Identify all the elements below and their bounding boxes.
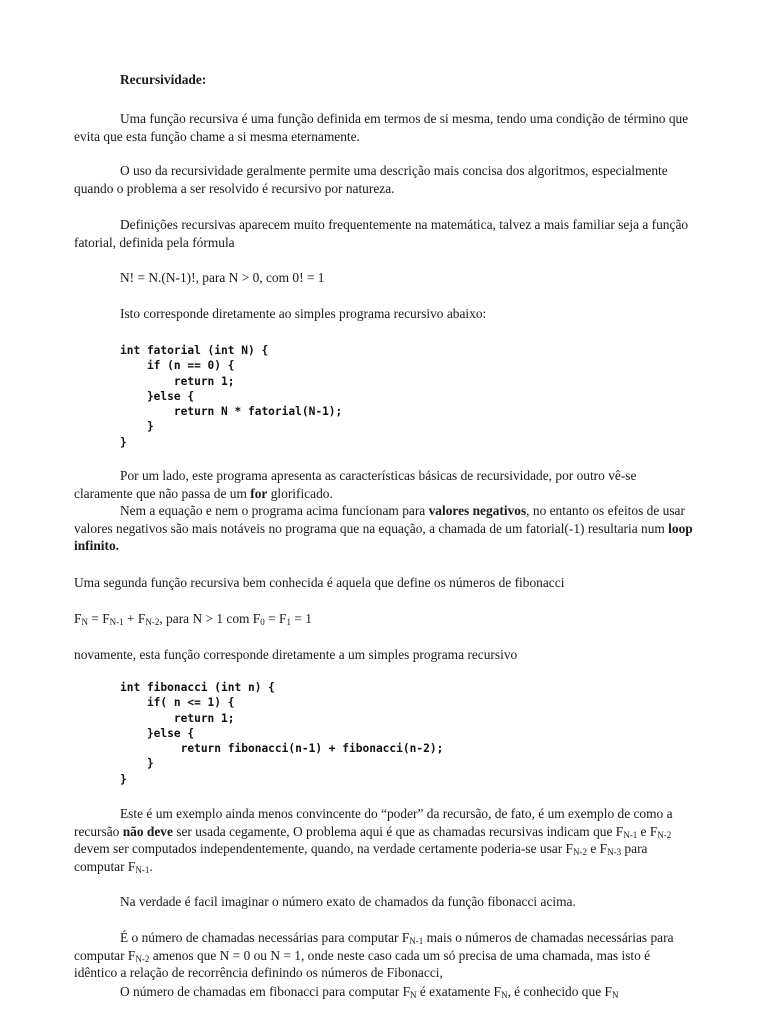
paragraph-program-intro: Isto corresponde diretamente ao simples programa recursivo abaixo: (120, 306, 487, 321)
paragraph-call-count: É o número de chamadas necessárias para computar $F_{N-1}$ mais o números de chamadas necessárias para computar $F_{N-2}$ amenos que N = 0 ou N = 1, onde neste caso cada um só precisa de uma chamada, mas isto é idêntico a relação de recorrência definindo os números de Fibonacci, (74, 930, 674, 980)
paragraph-negative-values: Nem a equação e nem o programa acima funcionam para valores negativos, no entanto os efeitos de usar valores negativos são mais notáveis no programa que na equação, a chamada de um fatorial(-1) resultaria num loop infinito. (74, 503, 693, 553)
code-block-fatorial: int fatorial (int N) { if (n == 0) { return 1; }else { return N * fatorial(N-1); } } (120, 344, 343, 449)
paragraph-usage: O uso da recursividade geralmente permite uma descrição mais concisa dos algoritmos, especialmente quando o problema a ser resolvido é recursivo por natureza. (74, 163, 668, 196)
paragraph-definitions-math: Definições recursivas aparecem muito frequentemente na matemática, talvez a mais familiar seja a função fatorial, definida pela fórmula (74, 217, 689, 250)
paragraph-fibonacci-calls: O número de chamadas em fibonacci para computar $F_N$ é exatamente $F_N$, é conhecido que $F_N$ (120, 984, 619, 1000)
paragraph-exact-calls: Na verdade é facil imaginar o número exato de chamados da função fibonacci acima. (120, 894, 576, 909)
section-title: Recursividade: (120, 72, 207, 87)
paragraph-fibonacci-program: novamente, esta função corresponde diretamente a um simples programa recursivo (74, 647, 518, 662)
formula-fatorial: N! = N.(N-1)!, para N > 0, com 0! = 1 (120, 270, 325, 285)
paragraph-characteristics: Por um lado, este programa apresenta as características básicas de recursividade, por outro vê-se claramente que não passa de um for glorificado. (74, 468, 637, 501)
paragraph-definition: Uma função recursiva é uma função definida em termos de si mesma, tendo uma condição de término que evita que esta função chame a si mesma eternamente. (74, 111, 689, 144)
formula-fibonacci: $F_N = F_{N-1} + F_{N-2}$, para N > 1 com $F_0 = F_1 = 1$ (74, 611, 312, 627)
code-block-fibonacci: int fibonacci (int n) { if( n <= 1) { return 1; }else { return fibonacci(n-1) + fibonacci(n-2); } } (120, 681, 444, 786)
paragraph-fibonacci-critique: Este é um exemplo ainda menos convincente do “poder” da recursão, de fato, é um exemplo de como a recursão não deve ser usada cegamente, O problema aqui é que as chamadas recursivas indicam que $F_{N-1}$ e $F_{N-2}$ devem ser computados independentemente, quando, na verdade certamente poderia-se usar $F_{N-2}$ e $F_{N-3}$ para computar $F_{N-1}$. (74, 806, 673, 875)
paragraph-fibonacci-intro: Uma segunda função recursiva bem conhecida é aquela que define os números de fibonacci (74, 575, 565, 590)
